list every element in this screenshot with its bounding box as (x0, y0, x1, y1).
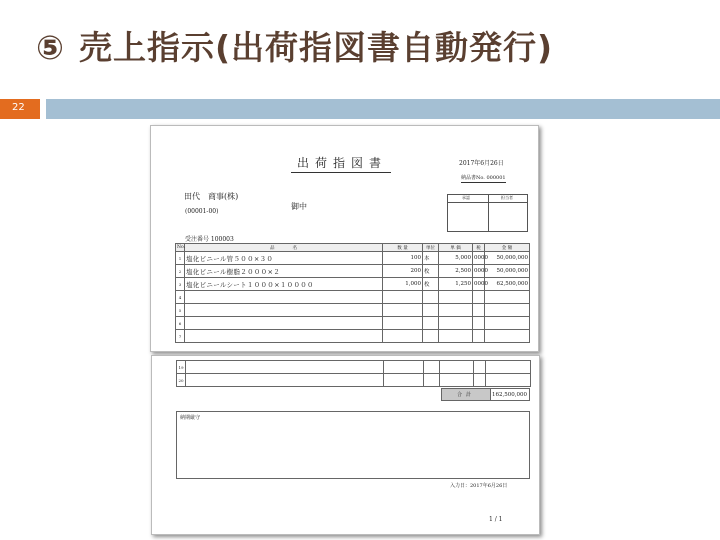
row-unit: 枚 (423, 265, 439, 278)
row-price: 1,250 (439, 278, 473, 291)
items-table-continued (176, 360, 531, 387)
row-amount: 62,500,000 (485, 278, 530, 291)
items-table-header (176, 244, 530, 252)
delivery-number: 納品書No. 000001 (461, 175, 506, 181)
header-item: 品 名 (185, 244, 383, 252)
row-tax: 0000 (473, 278, 485, 291)
honorific: 御中 (291, 202, 307, 211)
header-qty: 数 量 (383, 244, 423, 252)
document-date: 2017年6月26日 (459, 160, 504, 167)
items-table (175, 243, 530, 343)
table-row (176, 252, 530, 265)
row-qty: 200 (383, 265, 423, 278)
order-number: 受注番号 100003 (185, 236, 234, 243)
row-no: 19 (177, 361, 186, 374)
row-no: 2 (176, 265, 185, 278)
header-amount: 金 額 (485, 244, 530, 252)
row-no: 3 (176, 278, 185, 291)
document-title: 出荷指図書 (291, 154, 391, 173)
shipping-instruction-page-top (150, 125, 539, 352)
input-date: 入力日：2017年6月26日 (450, 483, 508, 489)
row-amount: 50,000,000 (485, 252, 530, 265)
notes-box (176, 411, 530, 479)
row-amount: 50,000,000 (485, 265, 530, 278)
page-count: 1 / 1 (489, 516, 503, 523)
table-row (177, 361, 531, 374)
table-row (176, 291, 530, 304)
slide-page-number: 22 (0, 99, 40, 119)
slide-title-text: 売上指示(出荷指図書自動発行) (78, 28, 554, 67)
slide-title-number: ⑤ (36, 28, 65, 67)
customer-name: 田代 商事(株) (184, 192, 239, 201)
row-no: 6 (176, 317, 185, 330)
row-tax: 0000 (473, 252, 485, 265)
table-row (177, 374, 531, 387)
row-item: 塩化ビニール樹脂２０００×２ (185, 265, 383, 278)
table-row (176, 265, 530, 278)
row-item: 塩化ビニールシート１０００×１００００ (185, 278, 383, 291)
stamp-label-staff: 担当者 (501, 195, 513, 200)
table-row (176, 330, 530, 343)
header-tax: 税 (473, 244, 485, 252)
row-no: 5 (176, 304, 185, 317)
row-qty: 100 (383, 252, 423, 265)
notes-label: 納期厳守 (180, 415, 201, 421)
row-price: 2,500 (439, 265, 473, 278)
approval-stamp-box (447, 194, 528, 232)
row-no: 20 (177, 374, 186, 387)
header-bar (46, 99, 720, 119)
row-price: 5,000 (439, 252, 473, 265)
table-row (176, 317, 530, 330)
row-item: 塩化ビニール管５００×３０ (185, 252, 383, 265)
row-qty: 1,000 (383, 278, 423, 291)
table-row (176, 278, 530, 291)
slide-title (36, 22, 553, 69)
row-tax: 0000 (473, 265, 485, 278)
stamp-label-approval: 承認 (462, 195, 470, 200)
header-no: No. (177, 245, 185, 250)
total-label: 合計 (441, 388, 491, 401)
customer-code: (00001-00) (185, 208, 219, 215)
row-no: 4 (176, 291, 185, 304)
row-no: 7 (176, 330, 185, 343)
header-unit: 単位 (423, 244, 439, 252)
header-price: 単 価 (439, 244, 473, 252)
total-value: 162,500,000 (490, 388, 530, 401)
row-unit: 枚 (423, 278, 439, 291)
row-no: 1 (176, 252, 185, 265)
table-row (176, 304, 530, 317)
row-unit: 本 (423, 252, 439, 265)
shipping-instruction-page-bottom (151, 355, 540, 535)
